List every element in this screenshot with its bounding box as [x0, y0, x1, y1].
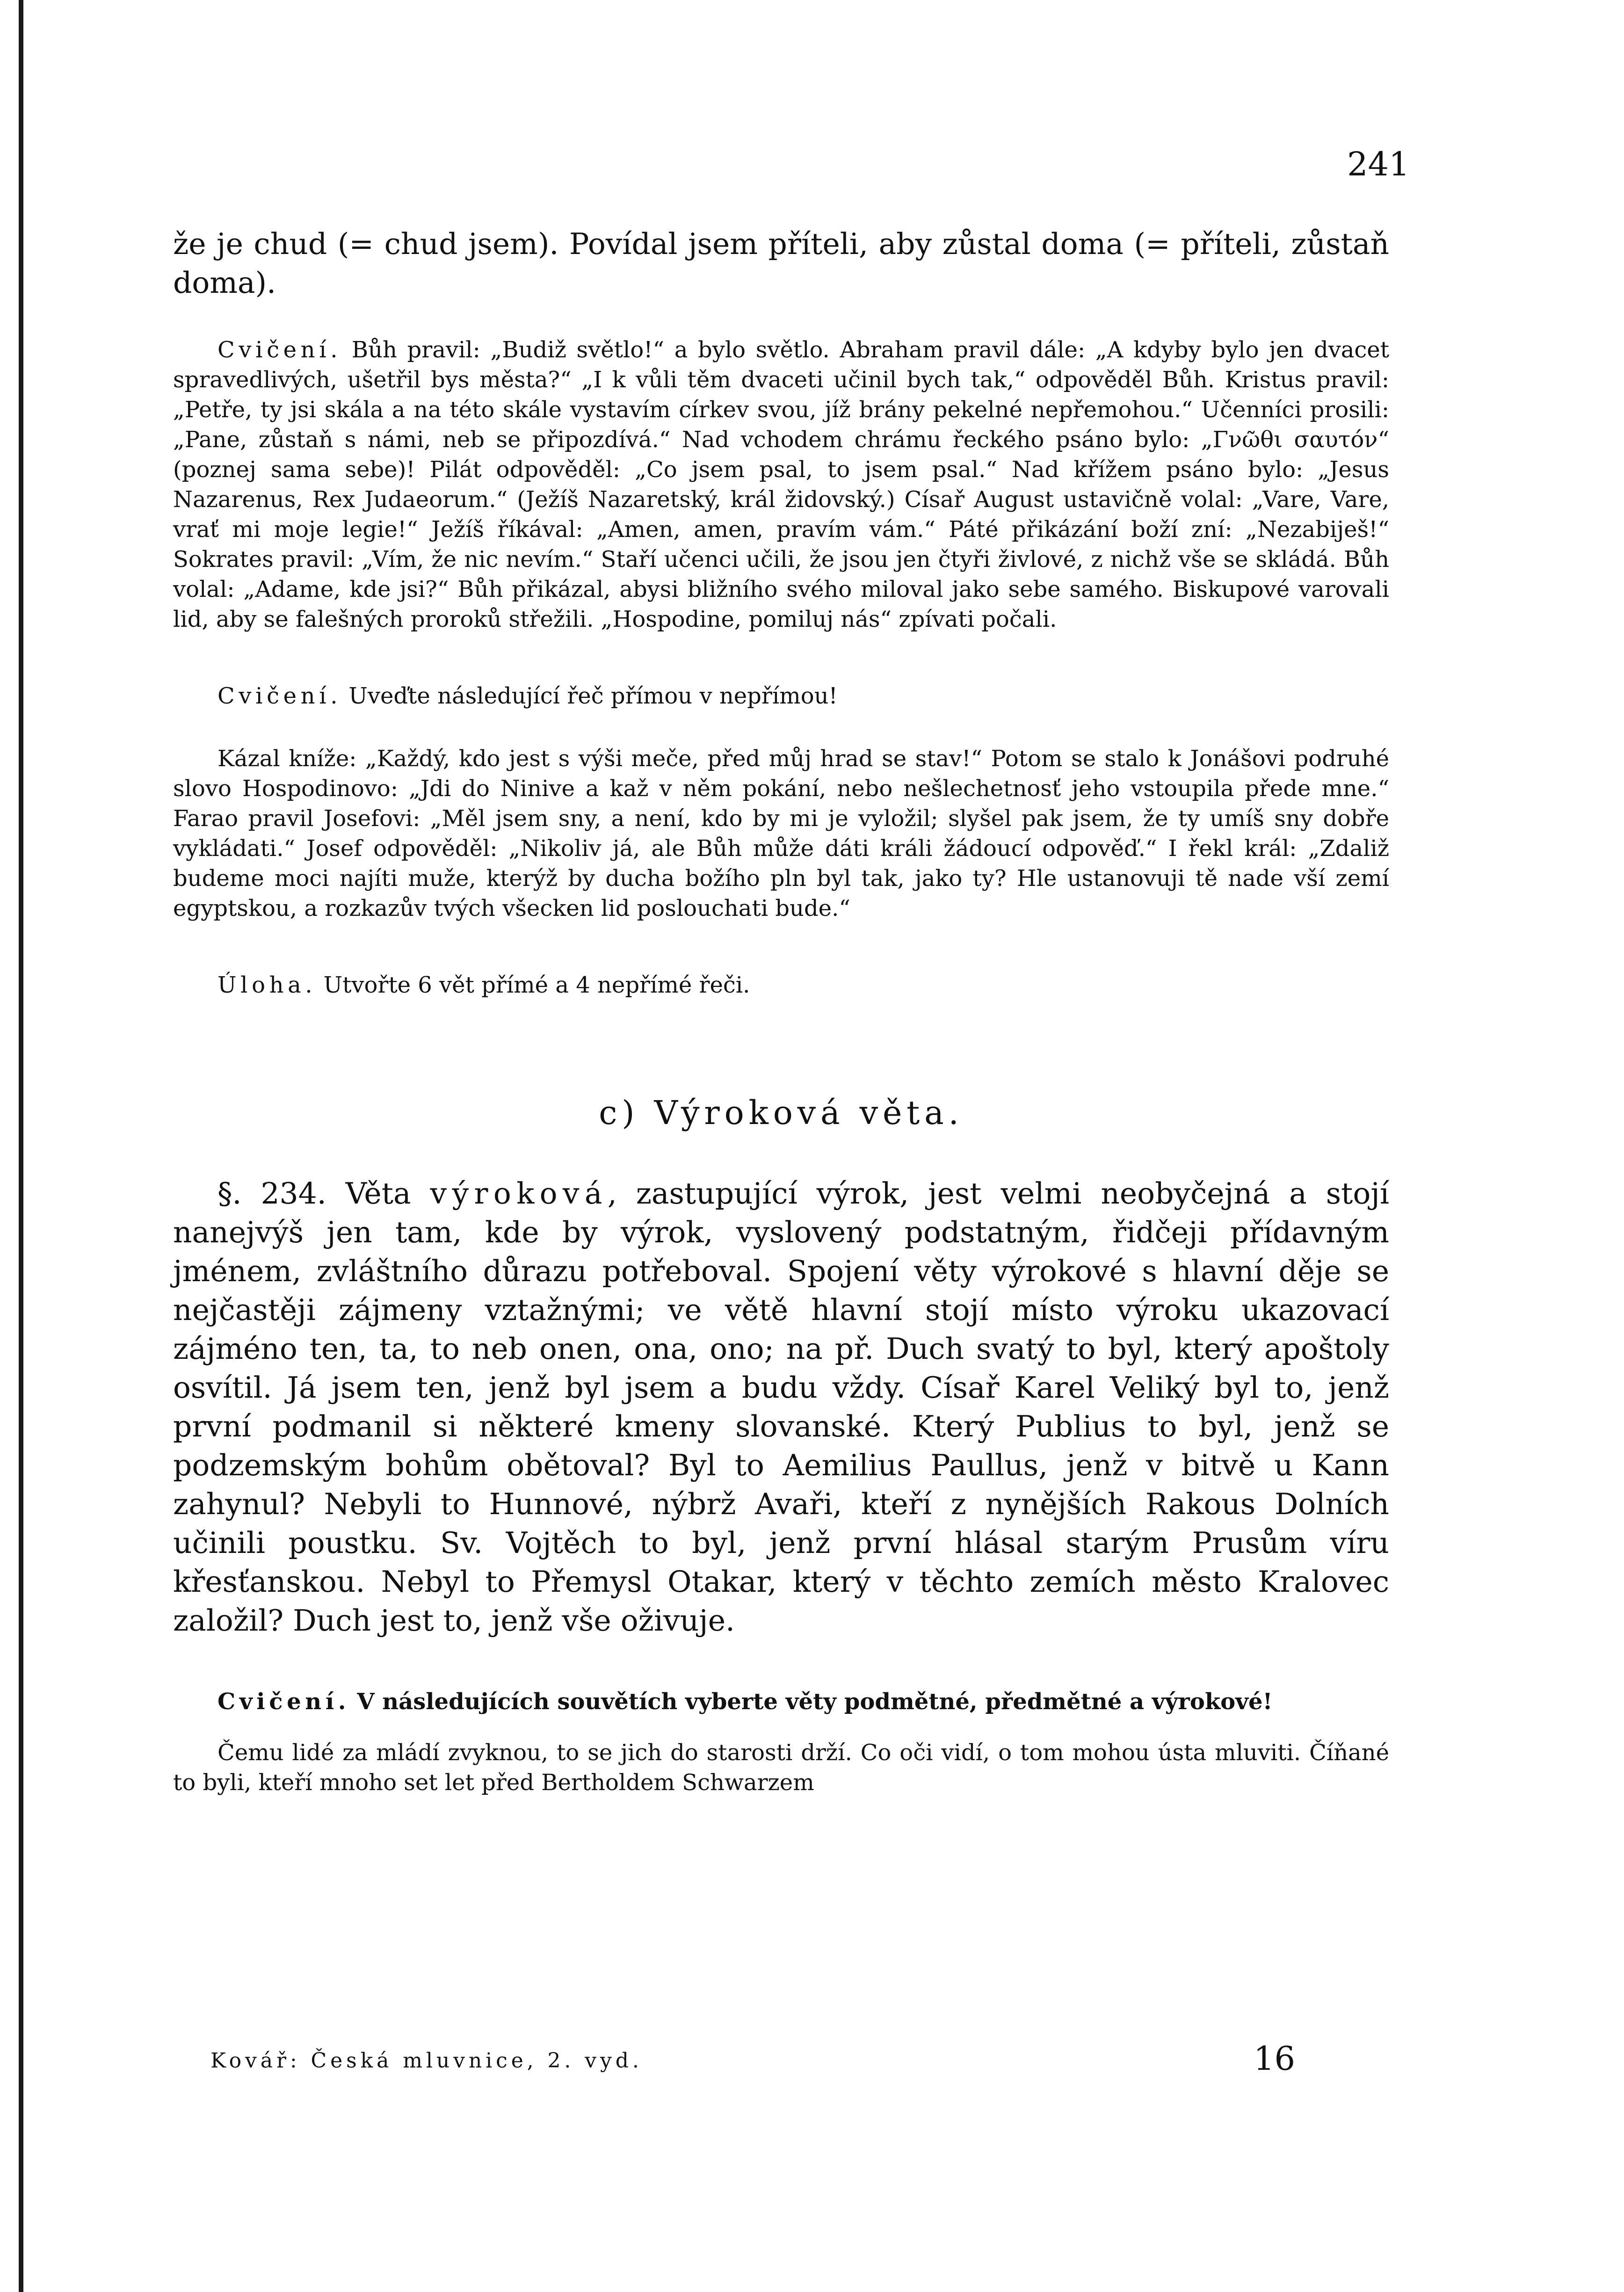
page-number: 241: [1347, 145, 1410, 183]
task-text: Utvořte 6 vět přímé a 4 nepřímé řeči.: [323, 972, 750, 998]
exercise-3-label: Cvičení.: [218, 1689, 350, 1715]
exercise-1: [173, 335, 1389, 634]
paragraph-234-number: §. 234. Věta: [218, 1176, 430, 1211]
task-label: Úloha.: [218, 972, 317, 998]
exercise-2-label: Cvičení.: [218, 683, 342, 709]
page-footer: [210, 2039, 1333, 2086]
scan-border-left: [19, 0, 23, 2292]
exercise-3-body: Čemu lidé za mládí zvyknou, to se jich do starosti drží. Co oči vidí, o tom mohou ústa mluviti. Číňané to byli, kteří mnoho set let před Bertholdem Schwarzem: [173, 1740, 1389, 1796]
paragraph-234-term: výroková: [430, 1176, 608, 1211]
footer-signature: Kovář: Česká mluvnice, 2. vyd.: [210, 2049, 643, 2073]
exercise-1-text: Bůh pravil: „Budiž světlo!“ a bylo světlo. Abraham pravil dále: „A kdyby bylo jen dvacet spravedlivých, ušetřil bys města?“ „I k vůli těm dvaceti učinil bych tak,“ odpověděl Bůh. Kristus pravil: „Petře, ty jsi skála a na této skále vystavím církev svou, jíž brány pekelné nepřemohou.“ Učenníci prosili: „Pane, zůstaň s námi, neb se připozdívá.“ Nad vchodem chrámu řeckého psáno bylo: „Γνῶθι σαυτόν“ (poznej sama sebe)! Pilát odpověděl: „Co jsem psal, to jsem psal.“ Nad křížem psáno bylo: „Jesus Nazarenus, Rex Judaeorum.“ (Ježíš Nazaretský, král židovský.) Císař August ustavičně volal: „Vare, Vare, vrať mi moje legie!“ Ježíš říkával: „Amen, amen, pravím vám.“ Páté přikázání boží zní: „Nezabiješ!“ Sokrates pravil: „Vím, že nic nevím.“ Staří učenci učili, že jsou jen čtyři živlové, z nichž vše se skládá. Bůh volal: „Adame, kde jsi?“ Bůh přikázal, abysi bližního svého miloval jako sebe samého. Biskupové varovali lid, aby se falešných proroků střežili. „Hospodine, pomiluj nás“ zpívati počali.: [173, 337, 1390, 632]
continuation-paragraph: že je chud (= chud jsem). Povídal jsem příteli, aby zůstal doma (= příteli, zůstaň doma).: [173, 227, 1389, 300]
exercise-3-heading: [173, 1687, 1389, 1717]
page-content: [173, 225, 1389, 1798]
exercise-2-heading: [173, 681, 1389, 711]
footer-sheet-number: 16: [1254, 2039, 1296, 2078]
exercise-1-label: Cvičení.: [218, 337, 342, 363]
exercise-3-instruction: V následujících souvětích vyberte věty podmětné, předmětné a výrokové!: [357, 1689, 1273, 1715]
paragraph-234-text: , zastupující výrok, jest velmi neobyčejná a stojí nanejvýš jen tam, kde by výrok, vyslovený podstatným, řidčeji přídavným jménem, zvláštního důrazu potřeboval. Spojení věty výrokové s hlavní děje se nejčastěji zájmeny vztažnými; ve větě hlavní stojí místo výroku ukazovací zájméno ten, ta, to neb onen, ona, ono; na př. Duch svatý to byl, který apoštoly osvítil. Já jsem ten, jenž byl jsem a budu vždy. Císař Karel Veliký byl to, jenž první podmanil si některé kmeny slovanské. Který Publius to byl, jenž se podzemským bohům obětoval? Byl to Aemilius Paullus, jenž v bitvě u Kann zahynul? Nebyli to Hunnové, nýbrž Avaři, kteří z nynějších Rakous Dolních učinili poustku. Sv. Vojtěch to byl, jenž první hlásal starým Prusům víru křesťanskou. Nebyl to Přemysl Otakar, který v těchto zemích město Kralovec založil? Duch jest to, jenž vše oživuje.: [173, 1176, 1389, 1638]
section-heading: c) Výroková věta.: [599, 1094, 964, 1132]
exercise-2-body: Kázal kníže: „Každý, kdo jest s výši meče, před můj hrad se stav!“ Potom se stalo k Jonášovi podruhé slovo Hospodinovo: „Jdi do Ninive a kaž v něm pokání, nebo nešlechetnosť jeho vstoupila přede mne.“ Farao pravil Josefovi: „Měl jsem sny, a není, kdo by mi je vyložil; slyšel pak jsem, že ty umíš sny dobře vykládati.“ Josef odpověděl: „Nikoliv já, ale Bůh může dáti králi žádoucí odpověď.“ I řekl král: „Zdaliž budeme moci najíti muže, kterýž by ducha božího pln byl tak, jako ty? Hle ustanovuji tě nade vší zemí egyptskou, a rozkazův tvých všecken lid poslouchati bude.“: [173, 746, 1389, 921]
exercise-2-instruction: Uveďte následující řeč přímou v nepřímou!: [348, 683, 838, 709]
task: [173, 970, 1389, 1000]
paragraph-234: [173, 1174, 1389, 1640]
